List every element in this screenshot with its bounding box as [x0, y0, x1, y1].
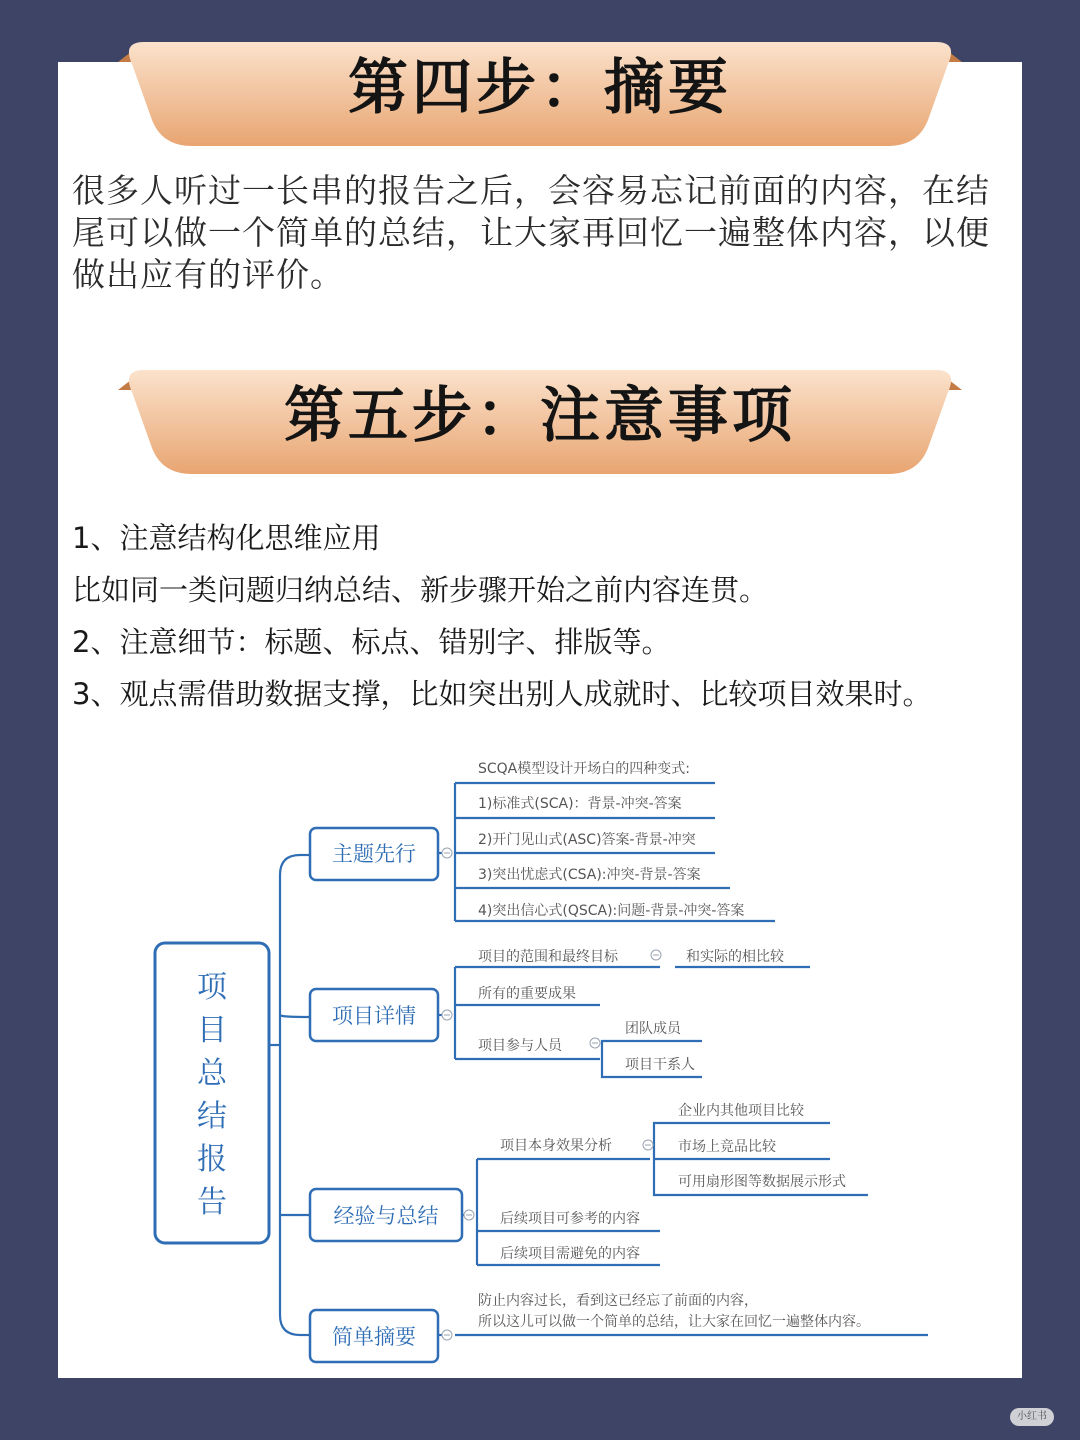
leaf-text: 项目本身效果分析 — [500, 1138, 612, 1154]
step5-title: 第五步：注意事项 — [284, 381, 796, 451]
leaf-text: 所以这儿可以做一个简单的总结，让大家在回忆一遍整体内容。 — [478, 1314, 870, 1330]
step4-paragraph: 很多人听过一长串的报告之后，会容易忘记前面的内容，在结尾可以做一个简单的总结，让大家再回忆一遍整体内容，以便做出应有的评价。 — [72, 171, 990, 294]
note-item: 比如同一类问题归纳总结、新步骤开始之前内容连贯。 — [72, 573, 769, 607]
watermark-badge: 小红书 — [1010, 1408, 1054, 1426]
root-char: 项 — [197, 970, 227, 1005]
leaf-text: 3)突出忧虑式(CSA):冲突-背景-答案 — [478, 867, 701, 883]
leaf-text: SCQA模型设计开场白的四种变式: — [478, 761, 690, 777]
notes-list — [72, 512, 1012, 720]
root-char: 目 — [197, 1013, 227, 1048]
leaf-text: 企业内其他项目比较 — [678, 1103, 804, 1119]
leaf-text: 所有的重要成果 — [478, 986, 576, 1002]
leaf-text: 后续项目可参考的内容 — [500, 1211, 640, 1227]
leaf-text: 团队成员 — [625, 1021, 681, 1037]
branch-label-experience-summary: 经验与总结 — [333, 1204, 439, 1228]
leaf-text: 1)标准式(SCA)：背景-冲突-答案 — [478, 796, 682, 812]
step4-title: 第四步：摘要 — [348, 53, 732, 123]
leaf-text: 2)开门见山式(ASC)答案-背景-冲突 — [478, 832, 696, 848]
leaf-text: 项目参与人员 — [478, 1038, 562, 1054]
root-char: 告 — [197, 1185, 227, 1220]
leaf-text: 防止内容过长，看到这已经忘了前面的内容， — [478, 1293, 758, 1309]
leaf-text: 4)突出信心式(QSCA):问题-背景-冲突-答案 — [478, 903, 745, 919]
leaf-text: 可用扇形图等数据展示形式 — [678, 1174, 846, 1190]
leaf-text: 项目的范围和最终目标 — [478, 949, 618, 965]
note-item: 1、注意结构化思维应用 — [72, 521, 381, 555]
note-item: 2、注意细节：标题、标点、错别字、排版等。 — [72, 625, 671, 659]
branch-label-project-details: 项目详情 — [332, 1004, 416, 1028]
branch-label-theme-first: 主题先行 — [332, 842, 416, 866]
mindmap-canvas — [150, 745, 940, 1380]
root-char: 结 — [197, 1099, 227, 1134]
leaf-text: 后续项目需避免的内容 — [500, 1246, 640, 1262]
leaf-text: 项目干系人 — [625, 1057, 695, 1073]
branch-label-brief-summary: 简单摘要 — [332, 1325, 416, 1349]
leaf-text: 市场上竞品比较 — [678, 1139, 776, 1155]
step5-banner — [118, 370, 962, 474]
root-char: 总 — [197, 1056, 227, 1091]
leaf-text: 和实际的相比较 — [686, 949, 784, 965]
root-char: 报 — [197, 1142, 227, 1177]
step4-banner — [118, 42, 962, 146]
note-item: 3、观点需借助数据支撑，比如突出别人成就时、比较项目效果时。 — [72, 677, 932, 711]
mindmap — [150, 745, 940, 1380]
